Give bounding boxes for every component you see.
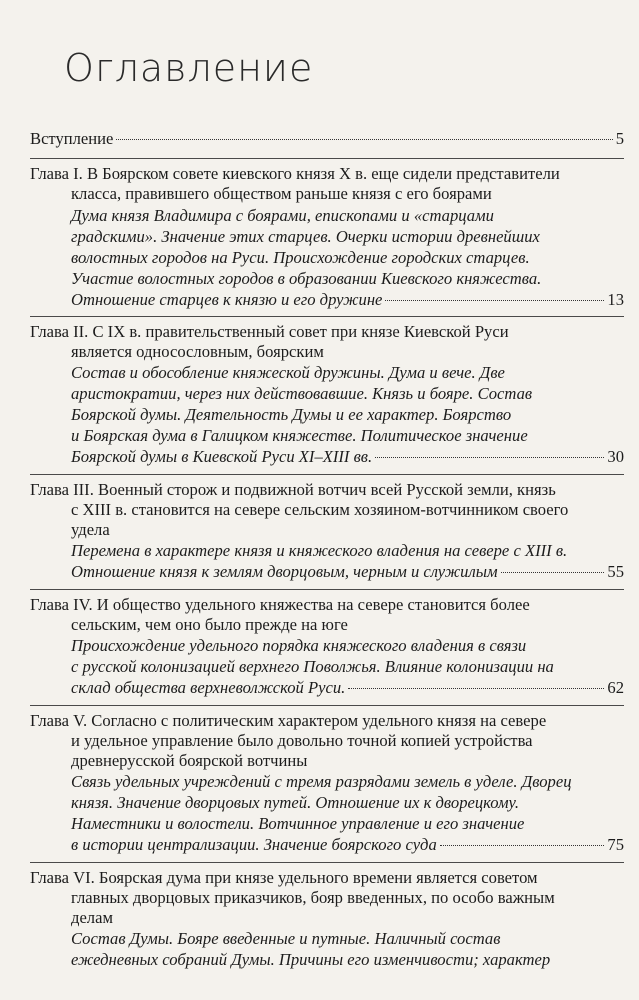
page-title: Оглавление <box>64 46 314 90</box>
dot-leader <box>501 571 605 573</box>
divider <box>30 316 624 317</box>
chapter-heading: сельским, чем оно было прежде на юге <box>71 615 348 634</box>
page-number: 55 <box>607 562 624 581</box>
chapter-summary: Состав Думы. Бояре введенные и путные. Наличный состав <box>71 929 501 948</box>
chapter-summary: Происхождение удельного порядка княжеского владения в связи <box>71 636 527 655</box>
chapter-summary: ежедневных собраний Думы. Причины его изменчивости; характер <box>71 950 551 969</box>
chapter-summary-last: Отношение князя к землям дворцовым, черным и служилым 55 <box>71 562 624 581</box>
chapter-summary: Перемена в характере князя и княжеского владения на севере с XIII в. <box>71 541 568 560</box>
entry-label: Вступление <box>30 129 114 148</box>
chapter-summary: аристократии, через них действовавшие. Князь и бояре. Состав <box>71 384 533 403</box>
chapter-summary: Боярской думы. Деятельность Думы и ее характер. Боярство <box>71 405 512 424</box>
chapter-heading: древнерусской боярской вотчины <box>71 751 308 770</box>
chapter-summary-last: в истории централизации. Значение боярского суда 75 <box>71 835 624 854</box>
page-number: 30 <box>607 447 624 466</box>
chapter-heading: Глава III. Военный сторож и подвижной вотчич всей Русской земли, князь <box>30 480 556 499</box>
chapter-summary: Дума князя Владимира с боярами, епископами и «старцами <box>71 206 494 225</box>
divider <box>30 862 624 863</box>
chapter-summary: и Боярская дума в Галицком княжестве. Политическое значение <box>71 426 528 445</box>
chapter-heading: Глава II. С IX в. правительственный совет при князе Киевской Руси <box>30 322 509 341</box>
chapter-summary: с русской колонизацией верхнего Поволжья. Влияние колонизации на <box>71 657 554 676</box>
page-number: 62 <box>607 678 624 697</box>
chapter-summary: Состав и обособление княжеской дружины. Дума и вече. Две <box>71 363 505 382</box>
toc-entry-intro[interactable] <box>30 129 624 149</box>
chapter-heading: Глава IV. И общество удельного княжества на севере становится более <box>30 595 530 614</box>
page-number: 5 <box>615 129 624 148</box>
dot-leader <box>440 844 605 846</box>
divider <box>30 705 624 706</box>
chapter-heading: главных дворцовых приказчиков, бояр введенных, по особо важным <box>71 888 555 907</box>
chapter-heading: Глава VI. Боярская дума при князе удельного времени является советом <box>30 868 538 887</box>
chapter-summary: Связь удельных учреждений с тремя разрядами земель в уделе. Дворец <box>71 772 572 791</box>
chapter-heading: удела <box>71 520 110 539</box>
chapter-heading: класса, правившего обществом раньше князя с его боярами <box>71 184 492 203</box>
chapter-summary-last: Боярской думы в Киевской Руси XI–XIII вв. 30 <box>71 447 624 466</box>
dot-leader <box>348 687 604 689</box>
dot-leader <box>116 138 612 140</box>
chapter-heading: с XIII в. становится на севере сельским хозяином-вотчинником своего <box>71 500 569 519</box>
page-number: 75 <box>607 835 624 854</box>
chapter-summary: Наместники и волостели. Вотчинное управление и его значение <box>71 814 525 833</box>
chapter-summary: волостных городов на Руси. Происхождение городских старцев. <box>71 248 530 267</box>
chapter-summary-last: Отношение старцев к князю и его дружине 13 <box>71 290 624 309</box>
chapter-heading: Глава I. В Боярском совете киевского князя X в. еще сидели представители <box>30 164 560 183</box>
chapter-heading: и удельное управление было довольно точной копией устройства <box>71 731 533 750</box>
chapter-heading: является односословным, боярским <box>71 342 324 361</box>
divider <box>30 589 624 590</box>
divider <box>30 474 624 475</box>
chapter-summary: князя. Значение дворцовых путей. Отношение их к дворецкому. <box>71 793 520 812</box>
divider <box>30 158 624 159</box>
chapter-summary-last: склад общества верхневолжской Руси. 62 <box>71 678 624 697</box>
page-number: 13 <box>607 290 624 309</box>
chapter-summary: градскими». Значение этих старцев. Очерки истории древнейших <box>71 227 540 246</box>
chapter-heading: делам <box>71 908 113 927</box>
chapter-summary: Участие волостных городов в образовании Киевского княжества. <box>71 269 542 288</box>
dot-leader <box>385 299 604 301</box>
dot-leader <box>375 456 604 458</box>
chapter-heading: Глава V. Согласно с политическим характером удельного князя на севере <box>30 711 547 730</box>
